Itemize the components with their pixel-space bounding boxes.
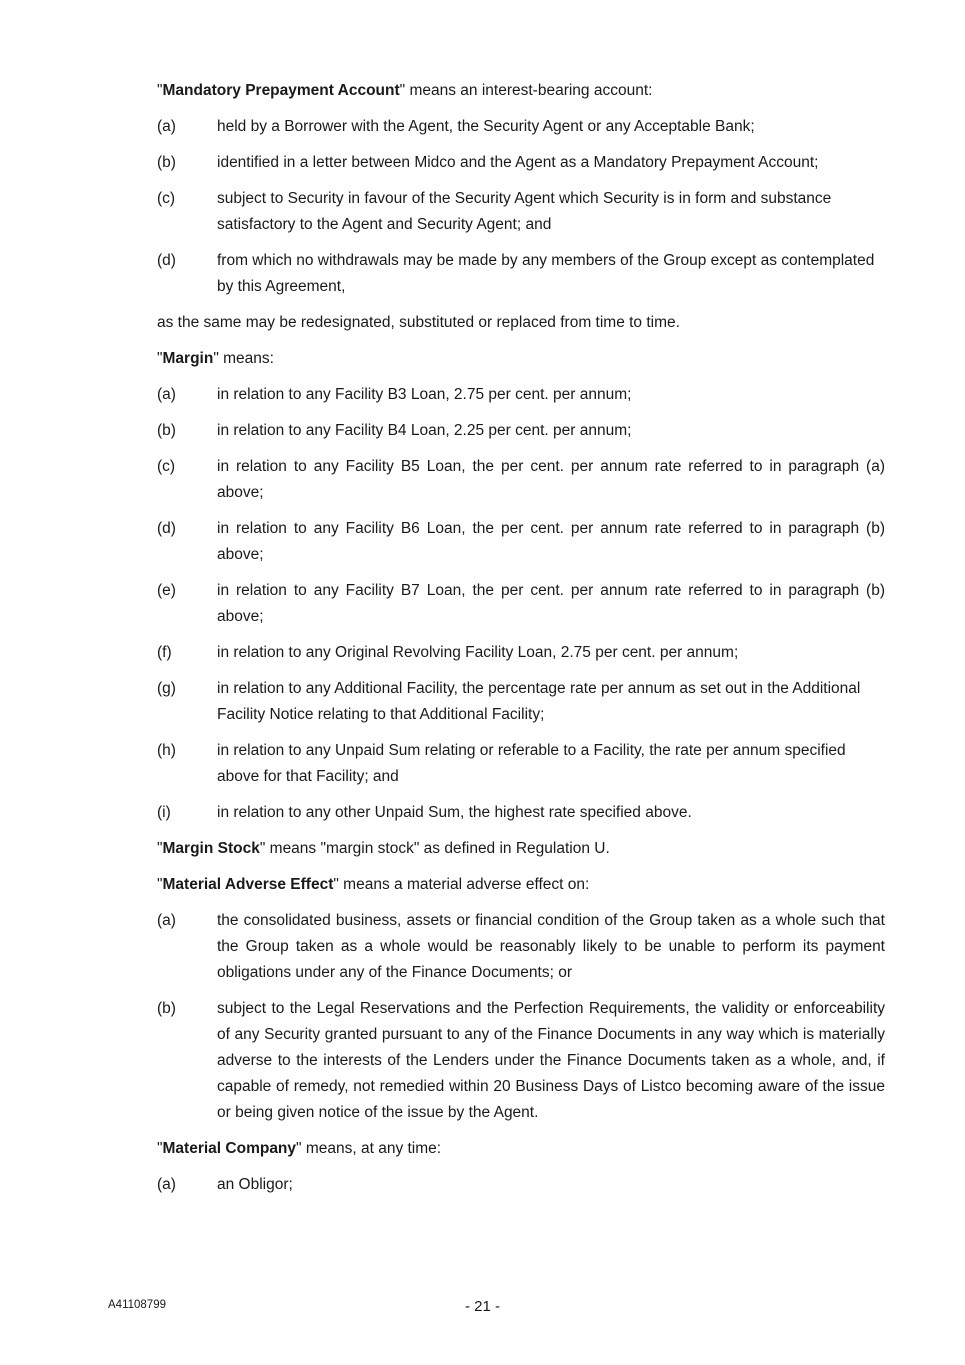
defined-term: Material Company xyxy=(162,1140,297,1157)
item-label: (a) xyxy=(157,118,176,135)
item-label: (a) xyxy=(157,912,176,929)
item-label: (e) xyxy=(157,582,176,599)
item-text: in relation to any Facility B3 Loan, 2.75 per cent. per annum; xyxy=(217,386,632,403)
item-text: in relation to any Original Revolving Facility Loan, 2.75 per cent. per annum; xyxy=(217,644,739,661)
item-label: (b) xyxy=(157,154,176,171)
item-label: (c) xyxy=(157,458,176,475)
definition-mandatory-prepayment-account: "Mandatory Prepayment Account" means an interest-bearing account: xyxy=(157,82,653,99)
definition-intro: " means "margin stock" as defined in Regulation U. xyxy=(259,840,610,857)
item-text: subject to the Legal Reservations and the Perfection Requirements, the validity or enforceability of any Security granted pursuant to any of the Finance Documents in any way which is materially adverse to the interests of the Lenders under the Finance Documents taken as a whole, and, if capable of remedy, not remedied within 20 Business Days of Listco becoming aware of the issue or being given notice of the issue by the Agent. xyxy=(217,1000,885,1121)
item-text: subject to Security in favour of the Security Agent which Security is in form and substance satisfactory to the Agent and Security Agent; and xyxy=(217,190,832,233)
definition-intro: " means a material adverse effect on: xyxy=(333,876,590,893)
document-reference: A41108799 xyxy=(108,1299,166,1311)
list-item xyxy=(157,382,885,408)
item-label: (a) xyxy=(157,386,176,403)
list-item xyxy=(157,578,885,630)
definition-intro: " means an interest-bearing account: xyxy=(399,82,653,99)
item-text: in relation to any Unpaid Sum relating or referable to a Facility, the rate per annum specified above for that Facility; and xyxy=(217,742,846,785)
item-text: from which no withdrawals may be made by any members of the Group except as contemplated by this Agreement, xyxy=(217,252,875,295)
item-label: (b) xyxy=(157,1000,176,1017)
list-item xyxy=(157,186,885,238)
item-label: (b) xyxy=(157,422,176,439)
item-label: (i) xyxy=(157,804,171,821)
definition-material-adverse-effect: "Material Adverse Effect" means a material adverse effect on: xyxy=(157,876,590,893)
list-item xyxy=(157,454,885,506)
item-label: (g) xyxy=(157,680,176,697)
definition-margin-stock: "Margin Stock" means "margin stock" as defined in Regulation U. xyxy=(157,840,610,857)
list-item xyxy=(157,996,885,1126)
document-body xyxy=(157,78,885,1208)
item-label: (f) xyxy=(157,644,172,661)
definition-margin: "Margin" means: xyxy=(157,350,274,367)
list-item xyxy=(157,150,885,176)
defined-term: Material Adverse Effect xyxy=(162,876,334,893)
list-item xyxy=(157,640,885,666)
item-text: held by a Borrower with the Agent, the Security Agent or any Acceptable Bank; xyxy=(217,118,755,135)
list-item xyxy=(157,248,885,300)
defined-term: Margin xyxy=(162,350,214,367)
item-label: (d) xyxy=(157,252,176,269)
item-text: in relation to any other Unpaid Sum, the highest rate specified above. xyxy=(217,804,692,821)
item-text: identified in a letter between Midco and the Agent as a Mandatory Prepayment Account; xyxy=(217,154,819,171)
list-item xyxy=(157,1172,885,1198)
item-text: an Obligor; xyxy=(217,1176,293,1193)
list-item xyxy=(157,800,885,826)
item-label: (d) xyxy=(157,520,176,537)
definition-intro: " means: xyxy=(213,350,274,367)
item-text: in relation to any Facility B4 Loan, 2.25 per cent. per annum; xyxy=(217,422,632,439)
item-text: in relation to any Facility B6 Loan, the per cent. per annum rate referred to in paragraph (b) above; xyxy=(217,520,885,563)
item-text: in relation to any Facility B5 Loan, the per cent. per annum rate referred to in paragraph (a) above; xyxy=(217,458,885,501)
definition-closing: as the same may be redesignated, substituted or replaced from time to time. xyxy=(157,314,680,331)
item-label: (c) xyxy=(157,190,176,207)
list-item xyxy=(157,516,885,568)
item-text: in relation to any Additional Facility, the percentage rate per annum as set out in the Additional Facility Notice relating to that Additional Facility; xyxy=(217,680,861,723)
defined-term: Margin Stock xyxy=(162,840,260,857)
definition-intro: " means, at any time: xyxy=(296,1140,442,1157)
defined-term: Mandatory Prepayment Account xyxy=(162,82,400,99)
item-text: the consolidated business, assets or financial condition of the Group taken as a whole such that the Group taken as a whole would be reasonably likely to be unable to perform its payment obligations under any of the Finance Documents; or xyxy=(217,912,885,981)
page-number: - 21 - xyxy=(464,1298,500,1315)
item-label: (a) xyxy=(157,1176,176,1193)
list-item xyxy=(157,676,885,728)
list-item xyxy=(157,114,885,140)
list-item xyxy=(157,738,885,790)
list-item xyxy=(157,908,885,986)
definition-material-company: "Material Company" means, at any time: xyxy=(157,1140,442,1157)
item-text: in relation to any Facility B7 Loan, the per cent. per annum rate referred to in paragraph (b) above; xyxy=(217,582,885,625)
list-item xyxy=(157,418,885,444)
item-label: (h) xyxy=(157,742,176,759)
